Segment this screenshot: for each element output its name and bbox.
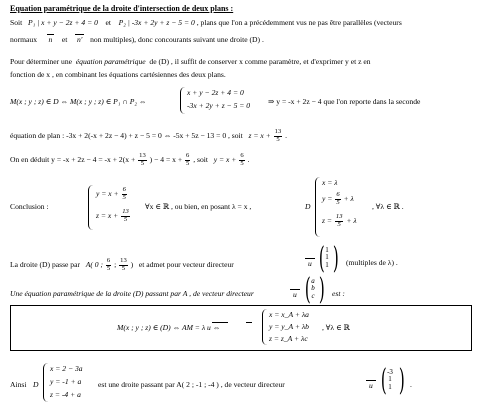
system-eq-2: -3x + 2y + z − 5 = 0: [187, 101, 251, 110]
normal-vector-n: n: [48, 35, 53, 44]
multiples-note: (multiples de λ) .: [346, 258, 398, 267]
vector-components-4: -3 1 1: [387, 368, 393, 391]
intro-line-2: normaux n et n' non multiples), donc concourants suivant une droite (D) .: [10, 35, 264, 44]
para2-line-2: fonction de x , en combinant les équations cartésiennes des deux plans.: [10, 70, 226, 79]
ainsi-D: D: [33, 380, 39, 389]
conclusion-D: D: [305, 202, 311, 211]
boxed-x: x = x_A + λa: [269, 310, 309, 319]
droite-line: La droite (D) passe par A( 0 ; $\frac{6}{5}$ ; $\frac{13}{5}$ ) et admet pour vecteur directeur: [10, 257, 234, 272]
page-title: Equation paramétrique de la droite d'intersection de deux plans :: [10, 4, 234, 13]
boxed-brace: [262, 309, 268, 345]
boxed-y: y = y_A + λb: [269, 322, 309, 331]
conclusion-forall: ∀x ∈ ℝ , ou bien, en posant λ = x ,: [145, 202, 252, 211]
param-brace: [315, 177, 321, 237]
derivation-lhs: M(x ; y ; z) ∈ D ⇔ M(x ; y ; z) ∈ P₁ ∩ P₂ ⇔: [10, 97, 147, 106]
ainsi-y: y = -1 + a: [50, 377, 82, 386]
vector-components-2: a b c: [311, 277, 315, 300]
ainsi-brace: [43, 363, 49, 402]
ainsi-x: x = 2 − 3a: [50, 364, 83, 373]
param-z: z = $\frac{13}{5}$ + λ: [322, 213, 357, 228]
ainsi-end: .: [410, 380, 412, 389]
vector-AM-bar: [212, 322, 228, 323]
conclusion-label: Conclusion :: [10, 202, 49, 211]
une-equation-end: est :: [332, 289, 345, 298]
vector-paren-right-2: ): [318, 272, 325, 307]
param-tail: , ∀λ ∈ ℝ .: [372, 202, 404, 211]
vector-paren-left-4: (: [380, 363, 387, 398]
intro-line-1: Soit P₁ | x + y − 2z + 4 = 0 et P₂ | -3x + 2y + z − 5 = 0 , plans que l'on a précédemment vus ne pas être parallèles (vecteurs: [10, 18, 402, 27]
param-x: x = λ: [322, 178, 338, 187]
ainsi-text: est une droite passant par A( 2 ; -1 ; -4 ) , de vecteur directeur: [98, 380, 285, 389]
vector-u-bar-3: [246, 322, 252, 323]
boxed-lhs: M(x ; y ; z) ∈ (D) ⇔ AM = λ u ⇔: [117, 323, 221, 332]
param-y: y = $\frac{6}{5}$ + λ: [322, 191, 354, 206]
boxed-z: z = z_A + λc: [269, 334, 308, 343]
vector-paren-right: ): [332, 241, 339, 276]
vector-u-4: u: [366, 380, 376, 390]
boxed-formula: [10, 305, 472, 351]
derivation-rhs: ⇒ y = -x + 2z − 4 que l'on reporte dans la seconde: [268, 97, 421, 106]
derivation-line-2: équation de plan : -3x + 2(-x + 2z − 4) + z − 5 = 0 ⇔ -5x + 5z − 13 = 0 , soit z = x + $\frac{13}{5}$ .: [10, 128, 288, 143]
ainsi-z: z = -4 + a: [50, 390, 81, 399]
para2-line-1: Pour déterminer une équation paramétrique de (D) , il suffit de conserver x comme paramètre, et d'exprimer y et z en: [10, 57, 371, 66]
system-eq-1: x + y − 2z + 4 = 0: [187, 88, 244, 97]
vector-components-1: 1 1 1: [325, 246, 329, 269]
conclusion-z: z = x + $\frac{13}{5}$: [96, 208, 129, 223]
normal-vector-n-prime: n': [76, 35, 83, 44]
conclusion-brace: [88, 185, 94, 230]
une-equation-line: Une équation paramétrique de la droite (D) passant par A , de vecteur directeur: [10, 289, 254, 298]
vector-paren-right-4: ): [398, 363, 405, 398]
boxed-tail: , ∀λ ∈ ℝ: [322, 323, 350, 332]
vector-u-1: u: [305, 258, 315, 268]
deduction-line: On en déduit y = -x + 2z − 4 = -x + 2(x + $\frac{13}{5}$ ) − 4 = x + $\frac{6}{5}$ , soit y = x + $\frac{6}{5}$ .: [10, 152, 250, 167]
vector-paren-left: (: [318, 241, 325, 276]
ainsi-label: Ainsi: [10, 380, 27, 389]
vector-u-2: u: [290, 289, 300, 299]
conclusion-y: y = x + $\frac{6}{5}$: [96, 186, 126, 201]
vector-paren-left-2: (: [304, 272, 311, 307]
system-brace: [180, 87, 186, 114]
